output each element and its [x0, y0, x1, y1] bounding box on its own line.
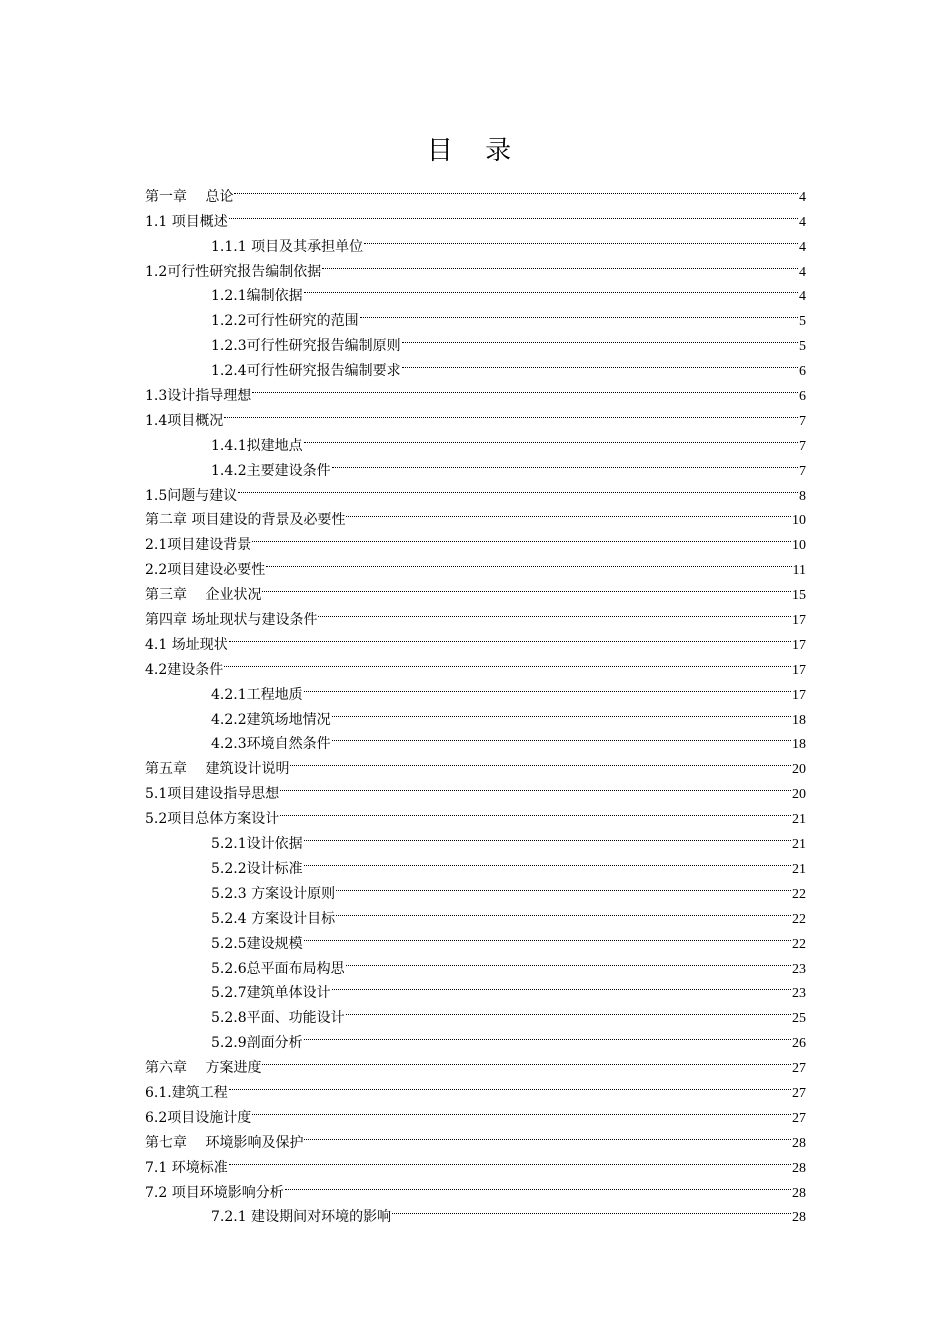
toc-entry-title: 6.1.建筑工程: [145, 1084, 228, 1101]
toc-entry-title: 第五章 建筑设计说明: [145, 761, 290, 778]
toc-entry-page-number: 5: [799, 314, 806, 330]
toc-entry-title: 2.1项目建设背景: [145, 537, 252, 554]
toc-entry-title: 第四章 场址现状与建设条件: [145, 612, 318, 629]
toc-dot-leader: [266, 549, 791, 574]
toc-entry-title: 4.2.2建筑场地情况: [211, 711, 331, 728]
toc-entry-title: 5.2.1设计依据: [211, 836, 303, 853]
toc-dot-leader: [332, 699, 791, 724]
toc-entry-title: 1.2.2可行性研究的范围: [211, 313, 359, 330]
toc-entry-title: 第六章 方案进度: [145, 1060, 262, 1077]
toc-dot-leader: [364, 226, 798, 251]
toc-entry-page-number: 23: [792, 986, 806, 1002]
toc-entry-title: 7.2 项目环境影响分析: [145, 1184, 284, 1201]
toc-entry-title: 1.2.4可行性研究报告编制要求: [211, 363, 401, 380]
toc-entry-title: 4.2.1工程地质: [211, 686, 303, 703]
toc-entry-page-number: 25: [792, 1011, 806, 1027]
toc-entry-page-number: 4: [799, 289, 806, 305]
toc-entry-title: 5.2.3 方案设计原则: [211, 885, 336, 902]
toc-dot-leader: [224, 400, 798, 425]
toc-entry-page-number: 23: [792, 961, 806, 977]
toc-dot-leader: [252, 1097, 791, 1122]
toc-dot-leader: [346, 997, 791, 1022]
toc-dot-leader: [238, 475, 798, 500]
toc-dot-leader: [224, 649, 791, 674]
toc-entry-page-number: 28: [792, 1135, 806, 1151]
toc-entry-title: 5.2项目总体方案设计: [145, 811, 280, 828]
toc-dot-leader: [262, 574, 791, 599]
toc-entry-title: 7.1 环境标准: [145, 1159, 228, 1176]
toc-entry-title: 5.2.5建设规模: [211, 935, 303, 952]
toc-entry[interactable]: [145, 1147, 806, 1176]
toc-dot-leader: [229, 624, 791, 649]
toc-dot-leader: [332, 450, 798, 475]
toc-entry-page-number: 28: [792, 1160, 806, 1176]
toc-dot-leader: [346, 948, 791, 973]
toc-entry[interactable]: [145, 425, 806, 454]
toc-entry-page-number: 11: [792, 563, 806, 579]
toc-entry-page-number: 22: [792, 911, 806, 927]
toc-dot-leader: [252, 375, 798, 400]
toc-entry-title: 1.4项目概况: [145, 412, 224, 429]
toc-entry-page-number: 10: [792, 538, 806, 554]
toc-entry-page-number: 5: [799, 339, 806, 355]
toc-entry-page-number: 17: [792, 613, 806, 629]
toc-entry[interactable]: [145, 1172, 806, 1201]
toc-dot-leader: [402, 325, 798, 350]
toc-entry-title: 第三章 企业状况: [145, 587, 262, 604]
toc-entry-page-number: 17: [792, 662, 806, 678]
toc-entry-page-number: 18: [792, 737, 806, 753]
toc-entry-page-number: 6: [799, 364, 806, 380]
toc-entry-title: 1.1 项目概述: [145, 213, 228, 230]
toc-entry-page-number: 4: [799, 264, 806, 280]
toc-dot-leader: [285, 1172, 791, 1197]
toc-dot-leader: [280, 798, 791, 823]
toc-entry-title: 1.2.1编制依据: [211, 288, 303, 305]
toc-entry-page-number: 27: [792, 1061, 806, 1077]
toc-entry[interactable]: [145, 226, 806, 255]
toc-entry-title: 1.3设计指导理想: [145, 388, 252, 405]
toc-entry-page-number: 18: [792, 712, 806, 728]
toc-dot-leader: [304, 1022, 791, 1047]
toc-entry-title: 1.4.2主要建设条件: [211, 462, 331, 479]
toc-entry-page-number: 17: [792, 637, 806, 653]
toc-dot-leader: [402, 350, 798, 375]
toc-entry-page-number: 6: [799, 389, 806, 405]
toc-dot-leader: [262, 1047, 791, 1072]
toc-entry-page-number: 26: [792, 1036, 806, 1052]
toc-entry[interactable]: [145, 475, 806, 504]
toc-entry-page-number: 28: [792, 1185, 806, 1201]
toc-entry-title: 5.2.6总平面布局构思: [211, 960, 345, 977]
toc-entry-title: 第一章 总论: [145, 188, 234, 205]
toc-dot-leader: [336, 873, 791, 898]
toc-dot-leader: [252, 524, 791, 549]
toc-dot-leader: [336, 898, 791, 923]
toc-entry-page-number: 15: [792, 588, 806, 604]
toc-dot-leader: [304, 1122, 791, 1147]
toc-entry-title: 1.2.3可行性研究报告编制原则: [211, 338, 401, 355]
toc-dot-leader: [346, 500, 791, 525]
toc-dot-leader: [332, 973, 791, 998]
toc-entry-title: 5.2.7建筑单体设计: [211, 985, 331, 1002]
toc-entry-page-number: 17: [792, 687, 806, 703]
toc-entry[interactable]: [145, 201, 806, 230]
toc-entry-page-number: 21: [792, 812, 806, 828]
toc-entry-page-number: 21: [792, 861, 806, 877]
table-of-contents: [145, 176, 806, 1226]
toc-entry-title: 1.5问题与建议: [145, 487, 238, 504]
toc-entry-page-number: 7: [799, 438, 806, 454]
toc-dot-leader: [229, 201, 798, 226]
toc-entry-title: 4.2.3环境自然条件: [211, 736, 331, 753]
toc-entry-page-number: 10: [792, 513, 806, 529]
toc-dot-leader: [304, 848, 791, 873]
toc-entry-page-number: 27: [792, 1110, 806, 1126]
toc-dot-leader: [229, 1072, 791, 1097]
toc-entry-page-number: 20: [792, 787, 806, 803]
toc-entry-title: 第二章 项目建设的背景及必要性: [145, 512, 346, 529]
toc-entry[interactable]: [145, 400, 806, 429]
toc-dot-leader: [280, 773, 791, 798]
toc-dot-leader: [392, 1197, 791, 1222]
toc-dot-leader: [318, 599, 791, 624]
toc-entry-page-number: 21: [792, 837, 806, 853]
toc-entry-page-number: 7: [799, 463, 806, 479]
toc-entry-page-number: 4: [799, 239, 806, 255]
toc-entry-page-number: 22: [792, 886, 806, 902]
toc-dot-leader: [229, 1147, 791, 1172]
toc-entry-title: 5.1项目建设指导思想: [145, 786, 280, 803]
toc-entry[interactable]: [145, 674, 806, 703]
toc-entry-page-number: 22: [792, 936, 806, 952]
toc-entry[interactable]: [145, 649, 806, 678]
toc-entry-page-number: 4: [799, 189, 806, 205]
page-title: 目 录: [426, 136, 524, 166]
toc-entry-title: 1.4.1拟建地点: [211, 437, 303, 454]
toc-dot-leader: [360, 300, 798, 325]
toc-dot-leader: [234, 176, 798, 201]
toc-entry-page-number: 8: [799, 488, 806, 504]
toc-dot-leader: [304, 923, 791, 948]
toc-entry-title: 5.2.2设计标准: [211, 860, 303, 877]
toc-entry-page-number: 4: [799, 214, 806, 230]
toc-entry-title: 5.2.9剖面分析: [211, 1035, 303, 1052]
toc-dot-leader: [304, 823, 791, 848]
toc-dot-leader: [290, 748, 791, 773]
toc-entry-page-number: 7: [799, 413, 806, 429]
toc-entry[interactable]: [145, 1097, 806, 1126]
toc-entry[interactable]: [145, 1072, 806, 1101]
toc-entry[interactable]: [145, 500, 806, 529]
toc-entry-title: 5.2.4 方案设计目标: [211, 910, 336, 927]
toc-dot-leader: [304, 425, 798, 450]
toc-entry-page-number: 28: [792, 1210, 806, 1226]
toc-dot-leader: [322, 251, 798, 276]
toc-entry-page-number: 20: [792, 762, 806, 778]
toc-entry-page-number: 27: [792, 1085, 806, 1101]
toc-dot-leader: [332, 724, 791, 749]
toc-entry-title: 6.2项目设施计度: [145, 1109, 252, 1126]
toc-entry-title: 5.2.8平面、功能设计: [211, 1010, 345, 1027]
toc-entry-title: 4.1 场址现状: [145, 636, 228, 653]
toc-entry-title: 7.2.1 建设期间对环境的影响: [211, 1209, 392, 1226]
toc-entry-title: 4.2建设条件: [145, 661, 224, 678]
toc-entry[interactable]: [145, 624, 806, 653]
toc-entry-title: 第七章 环境影响及保护: [145, 1134, 304, 1151]
toc-entry-title: 1.1.1 项目及其承担单位: [211, 238, 364, 255]
toc-entry[interactable]: [145, 176, 806, 205]
toc-dot-leader: [304, 674, 791, 699]
toc-entry-title: 1.2可行性研究报告编制依据: [145, 263, 322, 280]
toc-entry-title: 2.2项目建设必要性: [145, 562, 266, 579]
toc-dot-leader: [304, 276, 798, 301]
